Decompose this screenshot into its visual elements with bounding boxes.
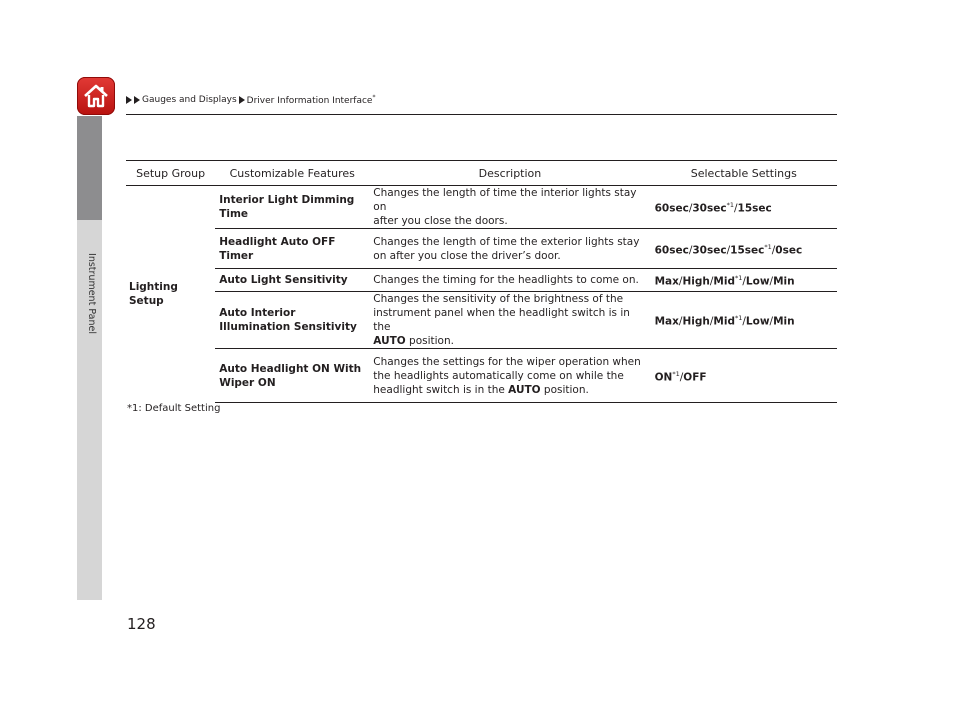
table-row bbox=[126, 186, 837, 229]
settings-cell: 60sec/30sec/15sec$^{*1}$/0sec bbox=[651, 229, 837, 269]
home-icon bbox=[83, 84, 109, 108]
breadcrumb-link-gauges[interactable]: Gauges and Displays bbox=[142, 95, 237, 105]
table-row bbox=[126, 229, 837, 269]
table-row bbox=[126, 349, 837, 403]
description-cell: Changes the length of time the exterior lights stay on after you close the driver’s door. bbox=[369, 229, 650, 269]
breadcrumb-arrow-icon bbox=[239, 96, 245, 104]
breadcrumb-link-driver-info[interactable]: Driver Information Interface* bbox=[246, 94, 376, 106]
table-header-row bbox=[126, 161, 837, 186]
table-row bbox=[126, 269, 837, 292]
feature-cell: Interior Light Dimming Time bbox=[215, 186, 369, 229]
settings-cell: ON$^{*1}$/OFF bbox=[651, 349, 837, 403]
settings-cell: Max/High/Mid$^{*1}$/Low/Min bbox=[651, 292, 837, 349]
breadcrumb-arrow-icon bbox=[134, 96, 140, 104]
breadcrumb bbox=[126, 94, 375, 106]
home-button[interactable] bbox=[77, 77, 115, 115]
table-row bbox=[126, 292, 837, 349]
description-cell: Changes the timing for the headlights to come on. bbox=[369, 269, 650, 292]
settings-cell: 60sec/30sec$^{*1}$/15sec bbox=[651, 186, 837, 229]
footnote: *1: Default Setting bbox=[127, 403, 221, 414]
column-header: Description bbox=[369, 161, 650, 186]
breadcrumb-arrow-icon bbox=[126, 96, 132, 104]
setup-group-cell: Lighting Setup bbox=[129, 281, 178, 308]
description-cell: Changes the settings for the wiper operation when the headlights automatically come on while the headlight switch is in the AUTO position. bbox=[369, 349, 650, 403]
section-label: Instrument Panel bbox=[85, 252, 97, 334]
column-header: Setup Group bbox=[126, 161, 215, 186]
description-cell: Changes the length of time the interior lights stay on after you close the doors. bbox=[369, 186, 650, 229]
feature-cell: Headlight Auto OFF Timer bbox=[215, 229, 369, 269]
column-header: Selectable Settings bbox=[651, 161, 837, 186]
settings-table bbox=[126, 160, 837, 403]
description-cell: Changes the sensitivity of the brightness of the instrument panel when the headlight switch is in the AUTO position. bbox=[369, 292, 650, 349]
feature-cell: Auto Interior Illumination Sensitivity bbox=[215, 292, 369, 349]
section-tab-active[interactable] bbox=[77, 116, 102, 220]
header-rule bbox=[126, 114, 837, 115]
column-header: Customizable Features bbox=[215, 161, 369, 186]
settings-cell: Max/High/Mid$^{*1}$/Low/Min bbox=[651, 269, 837, 292]
feature-cell: Auto Headlight ON With Wiper ON bbox=[215, 349, 369, 403]
feature-cell: Auto Light Sensitivity bbox=[215, 269, 369, 292]
page-number: 128 bbox=[127, 615, 156, 633]
